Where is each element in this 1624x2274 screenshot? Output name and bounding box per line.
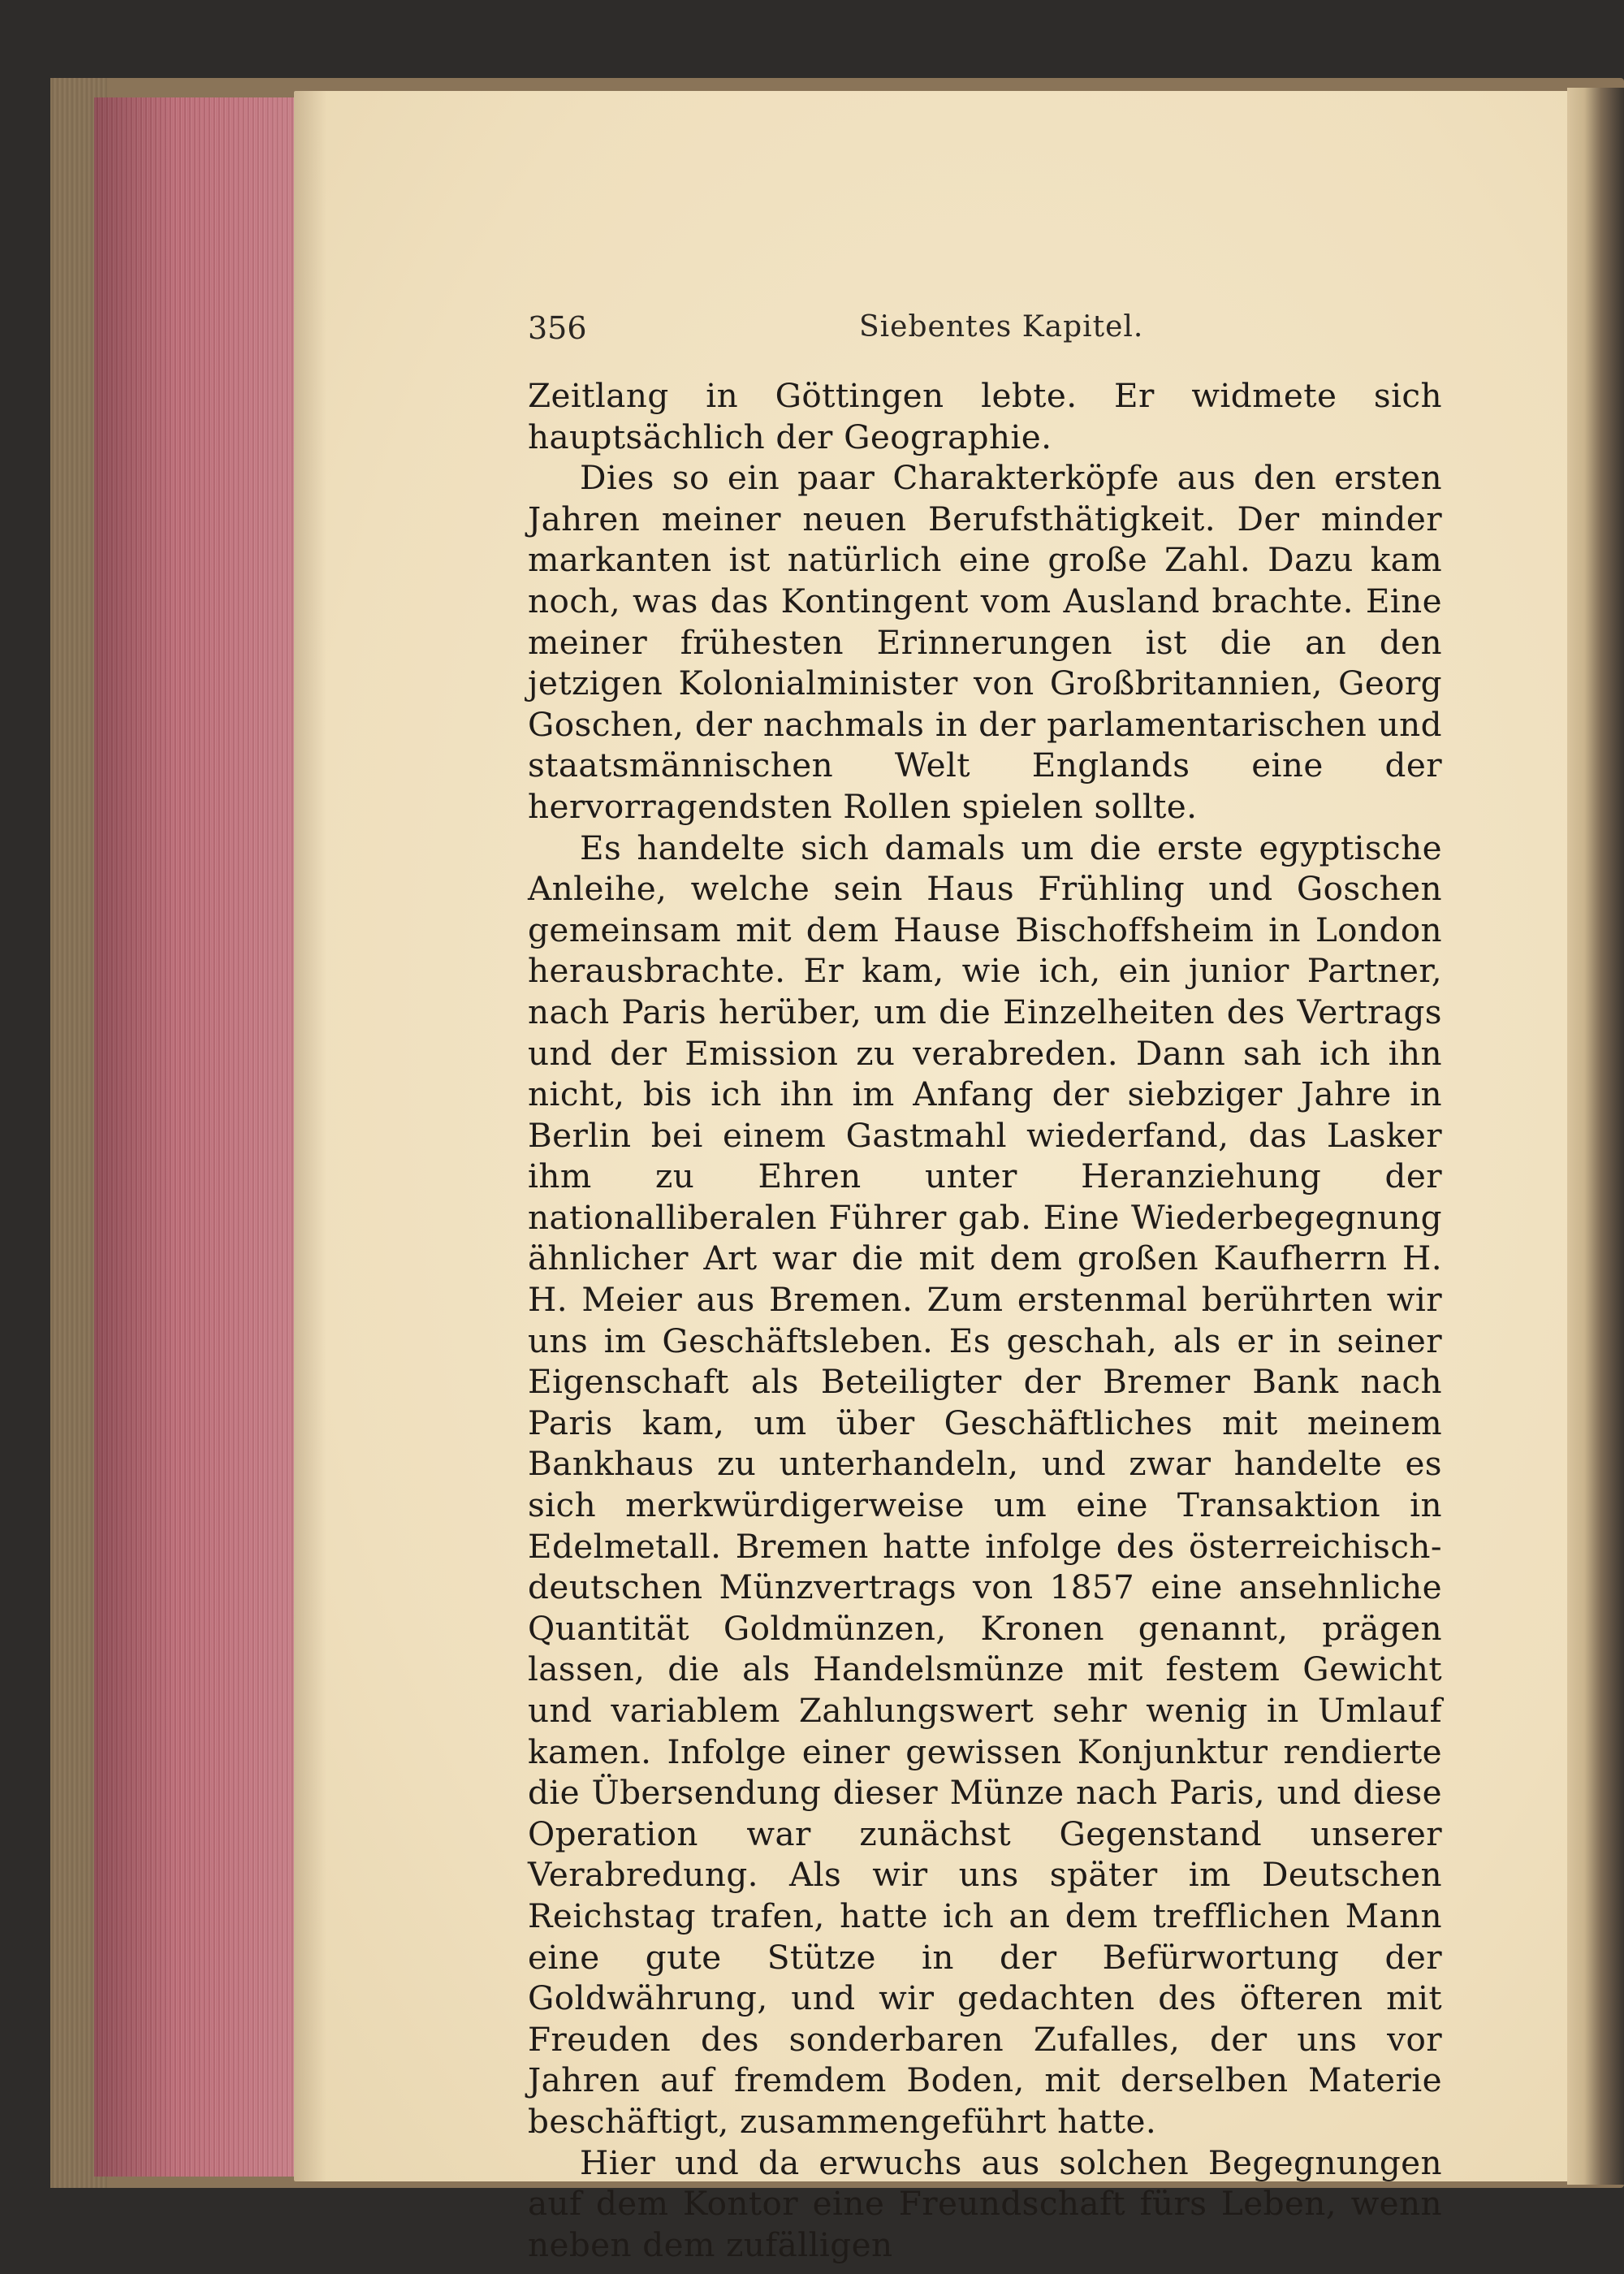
gutter-shadow (294, 91, 326, 2181)
page-header (528, 307, 1442, 356)
page-edges-shade (94, 97, 297, 2177)
paragraph: Es handelte sich damals um die erste egyptische Anleihe, welche sein Haus Frühling und Goschen gemeinsam mit dem Hause Bischoffsheim in London herausbrachte. Er kam, wie ich, ein junior Partner, nach Paris herüber, um die Einzelheiten des Vertrags und der Emission zu verabreden. Dann sah ich ihn nicht, bis ich ihn im Anfang der siebziger Jahre in Berlin bei einem Gastmahl wiederfand, das Lasker ihm zu Ehren unter Heranziehung der nationalliberalen Führer gab. Eine Wiederbegegnung ähnlicher Art war die mit dem großen Kaufherrn H. H. Meier aus Bremen. Zum erstenmal berührten wir uns im Geschäftsleben. Es geschah, als er in seiner Eigenschaft als Beteiligter der Bremer Bank nach Paris kam, um über Geschäftliches mit meinem Bankhaus zu unterhandeln, und zwar handelte es sich merkwürdigerweise um eine Transaktion in Edelmetall. Bremen hatte infolge des österreichisch-deutschen Münzvertrags von 1857 eine ansehnliche Quantität Goldmünzen, Kronen genannt, prägen lassen, die als Handelsmünze mit festem Gewicht und variablem Zahlungswert sehr wenig in Umlauf kamen. Infolge einer gewissen Konjunktur rendierte die Übersendung dieser Münze nach Paris, und diese Operation war zunächst Gegenstand unserer Verabredung. Als wir uns später im Deutschen Reichstag trafen, hatte ich an dem trefflichen Mann eine gute Stütze in der Befürwortung der Goldwährung, und wir gedachten des öfteren mit Freuden des sonderbaren Zufalles, der uns vor Jahren auf fremdem Boden, mit derselben Materie beschäftigt, zusammengeführt hatte. (528, 828, 1442, 2141)
page-number: 356 (528, 310, 587, 346)
paragraph: Zeitlang in Göttingen lebte. Er widmete sich hauptsächlich der Geographie. (528, 376, 1442, 456)
page-right-edge (1567, 88, 1624, 2185)
paragraph: Dies so ein paar Charakterköpfe aus den ersten Jahren meiner neuen Berufsthätigkeit. Der minder markanten ist natürlich eine große Zahl. Dazu kam noch, was das Kontingent vom Ausland brachte. Eine meiner frühesten Erinnerungen ist die an den jetzigen Kolonialminister von Großbritannien, Georg Goschen, der nachmals in der parlamentarischen und staatsmännischen Welt Englands eine der hervorragendsten Rollen spielen sollte. (528, 458, 1442, 826)
running-head: Siebentes Kapitel. (859, 310, 1144, 344)
body-text (528, 375, 1442, 2264)
paragraph: Hier und da erwuchs aus solchen Begegnungen auf dem Kontor eine Freundschaft fürs Leben, wenn neben dem zufälligen (528, 2142, 1442, 2264)
